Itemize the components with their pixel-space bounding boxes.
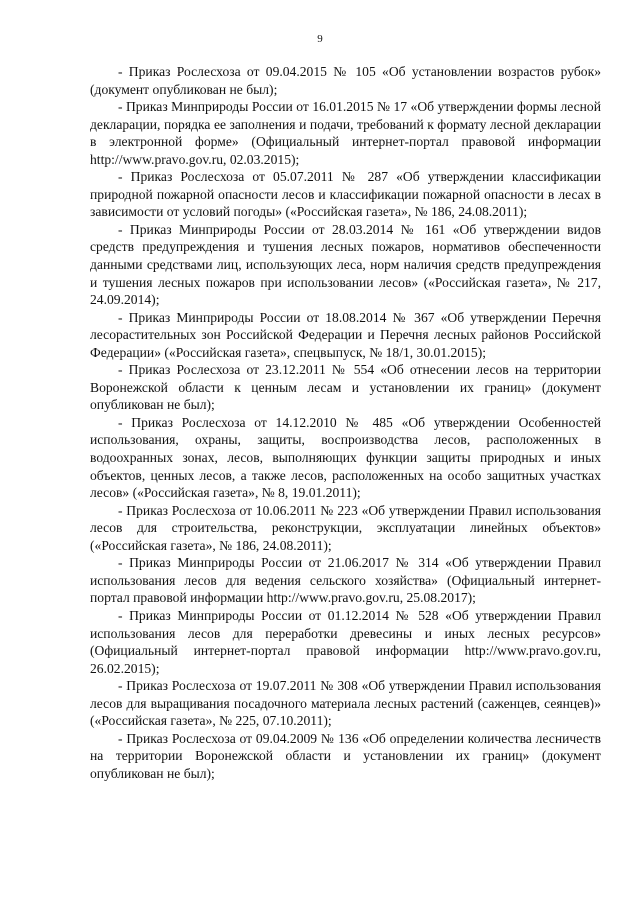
list-item: - Приказ Рослесхоза от 14.12.2010 № 485 «Об утверждении Особенностей использования, охраны, защиты, воспроизводства лесов, расположенных в водоохранных зонах, лесов, выполняющих функции защиты природных и иных объектов, ценных лесов, а также лесов, расположенных на особо защитных участках лесов» («Российская газета», № 8, 19.01.2011); bbox=[90, 414, 601, 501]
list-item: - Приказ Минприроды России от 21.06.2017 № 314 «Об утверждении Правил использования лесов для ведения сельского хозяйства» (Официальный интернет-портал правовой информации http://www.pravo.gov.ru, 25.08.2017); bbox=[90, 555, 601, 606]
list-item: - Приказ Рослесхоза от 23.12.2011 № 554 «Об отнесении лесов на территории Воронежской области к ценным лесам и установлении их границ» (документ опубликован не был); bbox=[90, 362, 601, 413]
list-item: - Приказ Минприроды России от 01.12.2014 № 528 «Об утверждении Правил использования лесов для переработки древесины и иных лесных ресурсов» (Официальный интернет-портал правовой информации http://www.pravo.gov.ru, 26.02.2015); bbox=[90, 607, 601, 676]
legal-acts-list bbox=[90, 63, 601, 782]
list-item: - Приказ Рослесхоза от 10.06.2011 № 223 «Об утверждении Правил использования лесов для строительства, реконструкции, эксплуатации линейных объектов» («Российская газета», № 186, 24.08.2011); bbox=[90, 502, 601, 553]
list-item: - Приказ Рослесхоза от 09.04.2015 № 105 «Об установлении возрастов рубок» (документ опубликован не был); bbox=[90, 64, 601, 97]
list-item: - Приказ Минприроды России от 16.01.2015 № 17 «Об утверждении формы лесной декларации, порядка ее заполнения и подачи, требований к формату лесной декларации в электронной форме» (Официальный интернет-портал правовой информации http://www.pravo.gov.ru, 02.03.2015); bbox=[90, 99, 601, 167]
list-item: - Приказ Рослесхоза от 19.07.2011 № 308 «Об утверждении Правил использования лесов для выращивания посадочного материала лесных растений (саженцев, сеянцев)» («Российская газета», № 225, 07.10.2011); bbox=[90, 678, 601, 729]
list-item: - Приказ Минприроды России от 18.08.2014 № 367 «Об утверждении Перечня лесорастительных зон Российской Федерации и Перечня лесных районов Российской Федерации» («Российская газета», спецвыпуск, № 18/1, 30.01.2015); bbox=[90, 309, 601, 360]
list-item: - Приказ Минприроды России от 28.03.2014 № 161 «Об утверждении видов средств предупреждения и тушения лесных пожаров, нормативов обеспеченности данными средствами лиц, использующих леса, норм наличия средств предупреждения и тушения лесных пожаров при использовании лесов» («Российская газета», № 217, 24.09.2014); bbox=[90, 221, 601, 308]
list-item: - Приказ Рослесхоза от 05.07.2011 № 287 «Об утверждении классификации природной пожарной опасности лесов и классификации пожарной опасности в лесах в зависимости от условий погоды» («Российская газета», № 186, 24.08.2011); bbox=[90, 169, 601, 220]
list-item: - Приказ Рослесхоза от 09.04.2009 № 136 «Об определении количества лесничеств на территории Воронежской области и установлении их границ» (документ опубликован не был); bbox=[90, 730, 601, 781]
page-number: 9 bbox=[317, 33, 323, 45]
